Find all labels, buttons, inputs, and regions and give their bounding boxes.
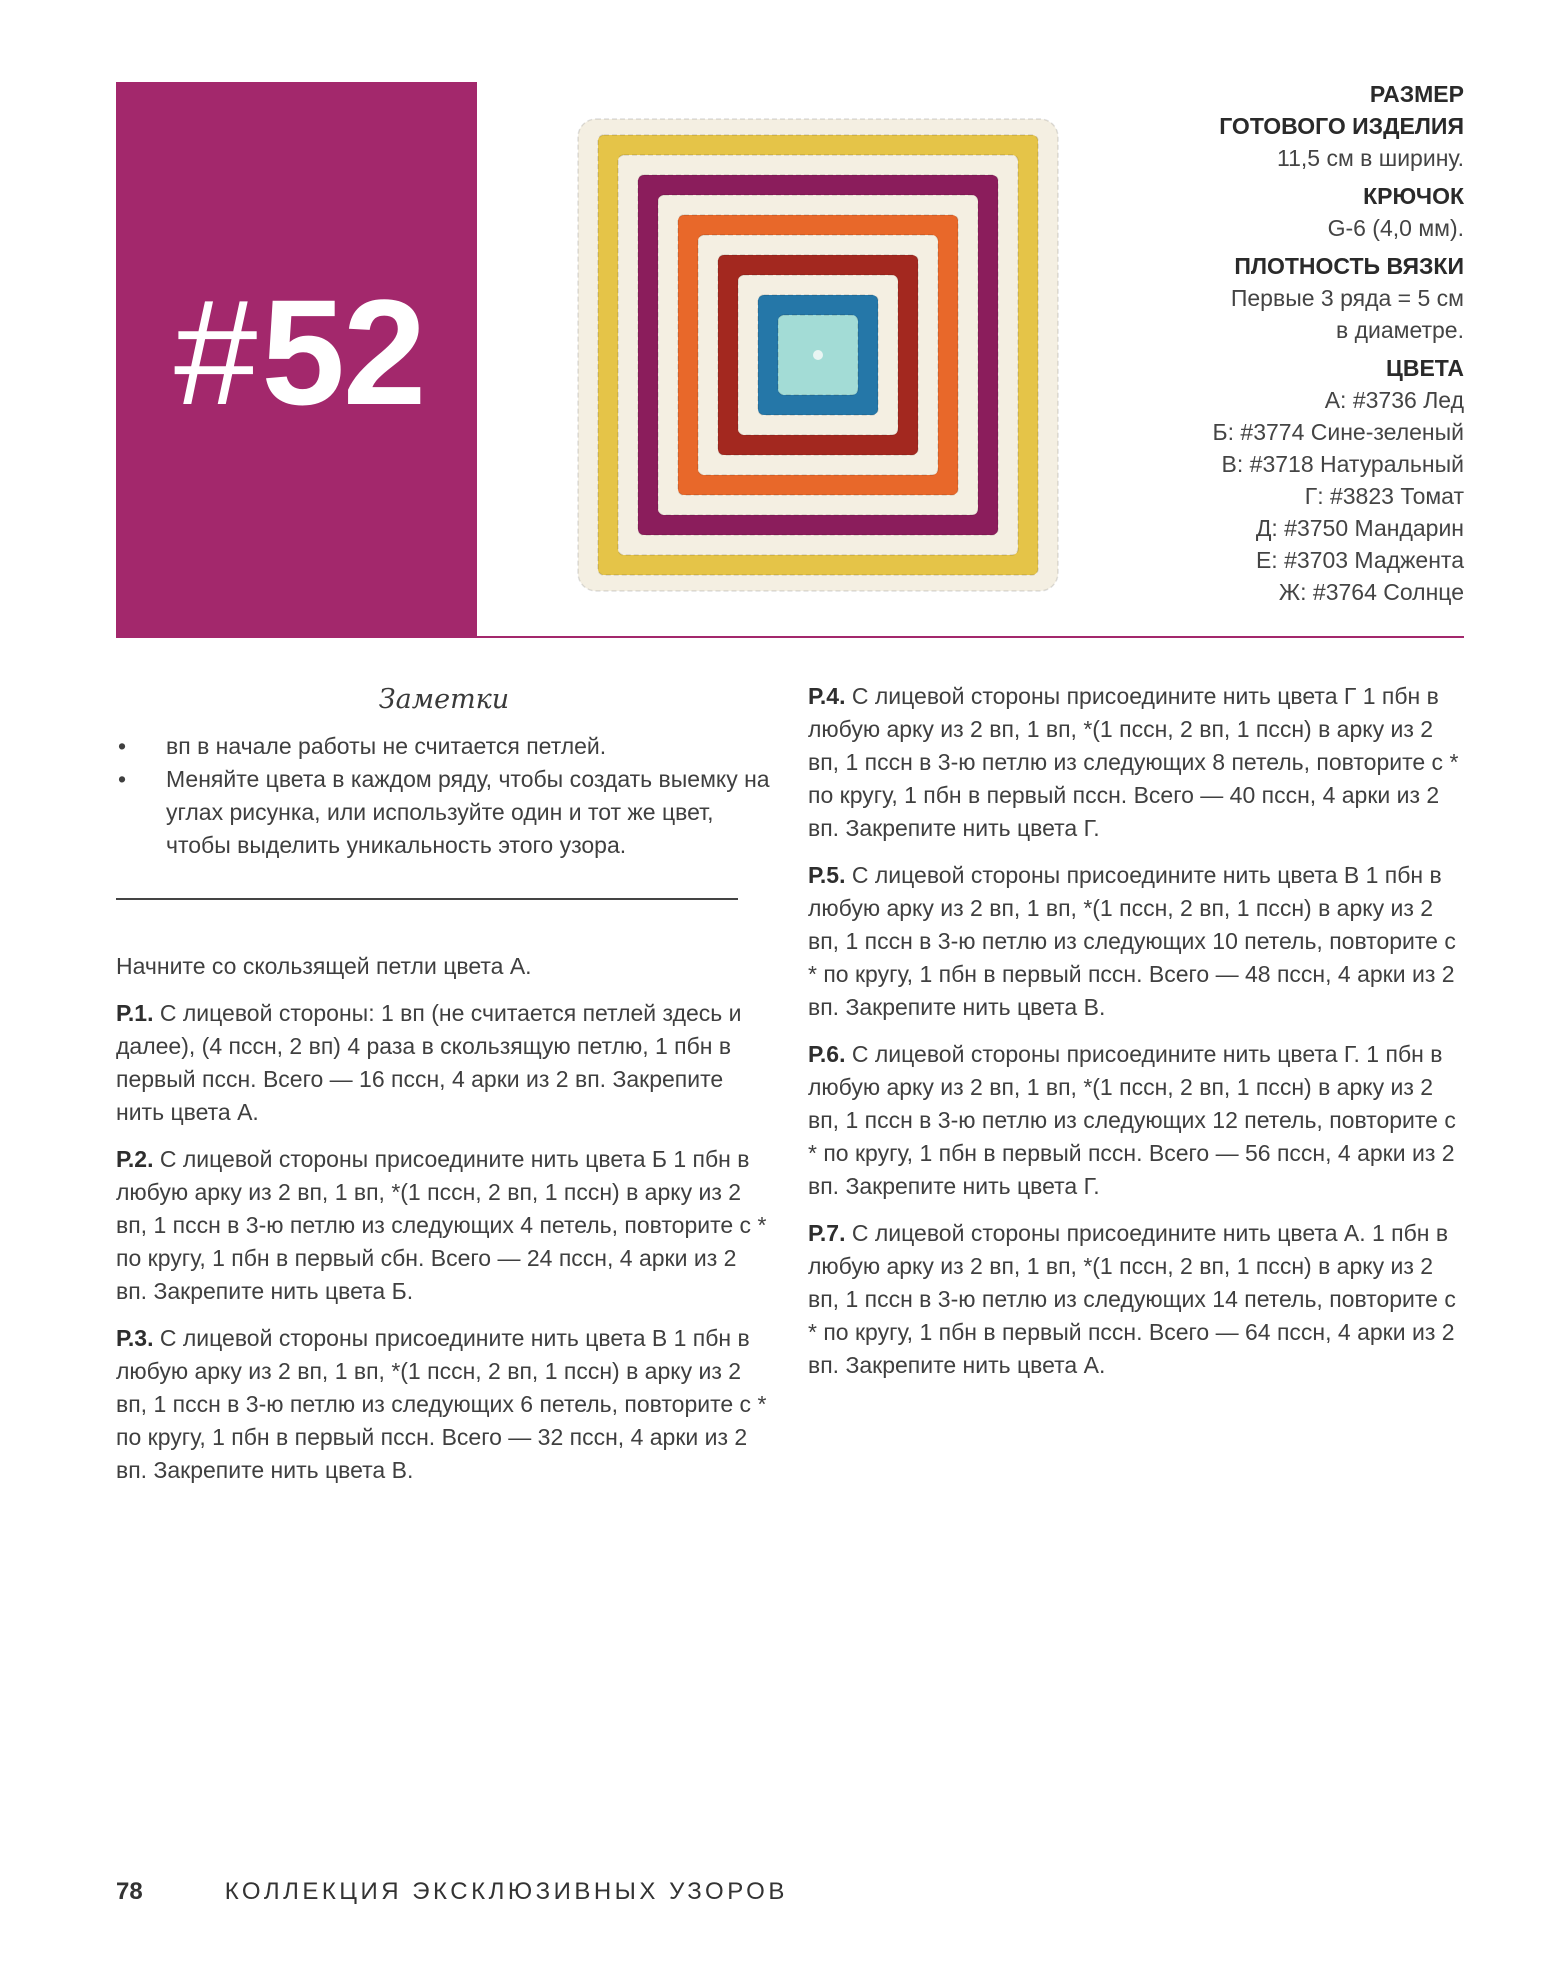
size-heading: РАЗМЕР <box>1369 81 1464 107</box>
size-value: 11,5 см в ширину. <box>1277 145 1464 171</box>
bullet-icon: • <box>117 766 127 792</box>
bullet-icon: • <box>117 733 127 759</box>
color-item: А: #3736 Лед <box>1324 387 1464 413</box>
row-label: Р.7. <box>808 1220 846 1246</box>
note-item <box>116 763 772 862</box>
center-dot <box>813 350 823 360</box>
intro-text: Начните со скользящей петли цвета А. <box>116 953 532 979</box>
color-item: Д: #3750 Мандарин <box>1255 515 1464 541</box>
note-text: вп в начале работы не считается петлей. <box>166 733 607 759</box>
row-label: Р.6. <box>808 1041 846 1067</box>
header-divider <box>116 636 1464 638</box>
row-label: Р.4. <box>808 683 846 709</box>
row-text: С лицевой стороны присоедините нить цвета В 1 пбн в любую арку из 2 вп, 1 вп, *(1 пссн, 2 вп, 1 пссн) в арку из 2 вп, 1 пссн в 3-ю петлю из следующих 10 петель, повторите с * по кругу, 1 пбн в первый пссн. Всего — 48 пссн, 4 арки из 2 вп. Закрепите нить цвета В. <box>808 862 1456 1020</box>
color-item: В: #3718 Натуральный <box>1221 451 1464 477</box>
right-column <box>808 680 1464 1396</box>
page-footer <box>116 1877 788 1907</box>
pattern-number-block <box>116 82 477 636</box>
row-text: С лицевой стороны присоедините нить цвета Г. 1 пбн в любую арку из 2 вп, 1 вп, *(1 пссн, 2 вп, 1 пссн) в арку из 2 вп, 1 пссн в 3-ю петлю из следующих 12 петель, повторите с * по кругу, 1 пбн в первый пссн. Всего — 56 пссн, 4 арки из 2 вп. Закрепите нить цвета Г. <box>808 1041 1456 1199</box>
color-item: Ж: #3764 Солнце <box>1278 579 1464 605</box>
left-column <box>116 680 772 1501</box>
row-label: Р.1. <box>116 1000 154 1026</box>
row-label: Р.3. <box>116 1325 154 1351</box>
row-text: С лицевой стороны присоедините нить цвета А. 1 пбн в любую арку из 2 вп, 1 вп, *(1 пссн, 2 вп, 1 пссн) в арку из 2 вп, 1 пссн в 3-ю петлю из следующих 14 петель, повторите с * по кругу, 1 пбн в первый пссн. Всего — 64 пссн, 4 арки из 2 вп. Закрепите нить цвета А. <box>808 1220 1456 1378</box>
row-instruction <box>116 997 772 1129</box>
color-item: Г: #3823 Томат <box>1304 483 1464 509</box>
pattern-number <box>174 268 425 436</box>
row-instruction <box>808 859 1464 1024</box>
row-instruction <box>808 1217 1464 1382</box>
notes-divider <box>116 898 738 900</box>
row-text: С лицевой стороны: 1 вп (не считается петлей здесь и далее), (4 пссн, 2 вп) 4 раза в скользящую петлю, 1 пбн в первый пссн. Всего — 16 пссн, 4 арки из 2 вп. Закрепите нить цвета А. <box>116 1000 742 1125</box>
row-instruction <box>808 1038 1464 1203</box>
specs-panel <box>1064 78 1464 608</box>
colors-heading: ЦВЕТА <box>1386 355 1464 381</box>
row-instruction <box>116 1143 772 1308</box>
note-item <box>116 730 772 763</box>
row-label: Р.2. <box>116 1146 154 1172</box>
crochet-square-photo <box>558 100 1078 610</box>
row-instruction <box>808 680 1464 845</box>
row-label: Р.5. <box>808 862 846 888</box>
color-item: Е: #3703 Маджента <box>1255 547 1464 573</box>
pattern-hash: # <box>174 268 256 436</box>
hook-heading: КРЮЧОК <box>1363 183 1464 209</box>
note-text: Меняйте цвета в каждом ряду, чтобы создать выемку на углах рисунка, или используйте один и тот же цвет, чтобы выделить уникальность этого узора. <box>166 766 770 858</box>
gauge-heading: ПЛОТНОСТЬ ВЯЗКИ <box>1234 253 1464 279</box>
size-heading-2: ГОТОВОГО ИЗДЕЛИЯ <box>1219 113 1464 139</box>
row-text: С лицевой стороны присоедините нить цвета Г 1 пбн в любую арку из 2 вп, 1 вп, *(1 пссн, 2 вп, 1 пссн) в арку из 2 вп, 1 пссн в 3-ю петлю из следующих 8 петель, повторите с * по кругу, 1 пбн в первый пссн. Всего — 40 пссн, 4 арки из 2 вп. Закрепите нить цвета Г. <box>808 683 1459 841</box>
pattern-number-value: 52 <box>261 268 425 436</box>
book-title: КОЛЛЕКЦИЯ ЭКСКЛЮЗИВНЫХ УЗОРОВ <box>224 1878 788 1905</box>
notes-title: Заметки <box>378 684 510 715</box>
gauge-value-2: в диаметре. <box>1335 317 1464 343</box>
page-number: 78 <box>116 1878 143 1905</box>
row-instruction <box>116 1322 772 1487</box>
row-text: С лицевой стороны присоедините нить цвета В 1 пбн в любую арку из 2 вп, 1 вп, *(1 пссн, 2 вп, 1 пссн) в арку из 2 вп, 1 пссн в 3-ю петлю из следующих 6 петель, повторите с * по кругу, 1 пбн в первый пссн. Всего — 32 пссн, 4 арки из 2 вп. Закрепите нить цвета В. <box>116 1325 767 1483</box>
hook-value: G-6 (4,0 мм). <box>1327 215 1464 241</box>
row-text: С лицевой стороны присоедините нить цвета Б 1 пбн в любую арку из 2 вп, 1 вп, *(1 пссн, 2 вп, 1 пссн) в арку из 2 вп, 1 пссн в 3-ю петлю из следующих 4 петель, повторите с * по кругу, 1 пбн в первый сбн. Всего — 24 пссн, 4 арки из 2 вп. Закрепите нить цвета Б. <box>116 1146 767 1304</box>
notes-list <box>116 730 772 862</box>
colors-list <box>1064 384 1464 608</box>
gauge-value: Первые 3 ряда = 5 см <box>1230 285 1464 311</box>
color-item: Б: #3774 Сине-зеленый <box>1212 419 1464 445</box>
